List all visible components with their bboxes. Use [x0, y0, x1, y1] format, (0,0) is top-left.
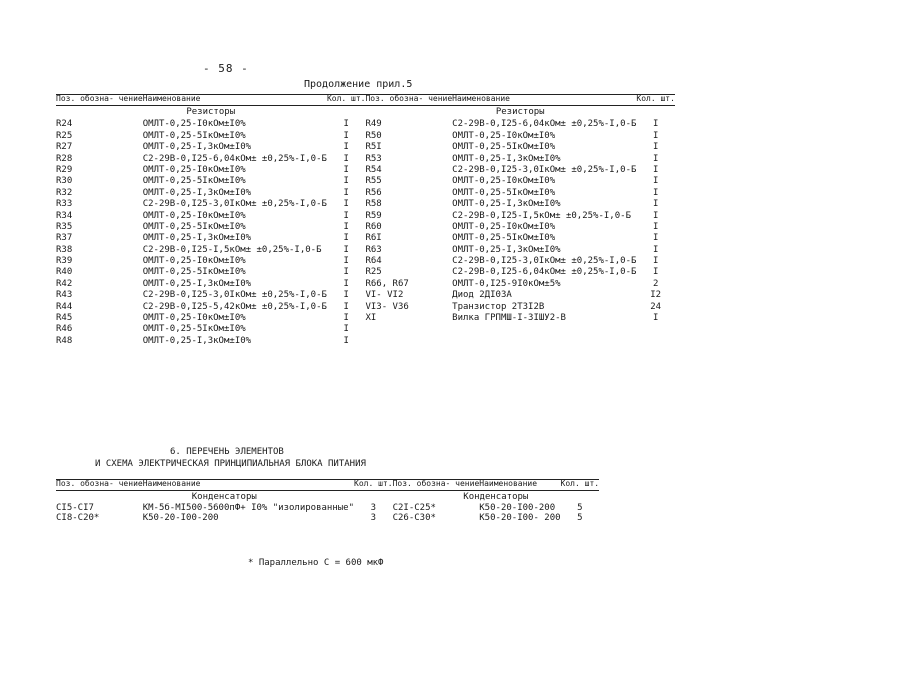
cell-pos: R42	[56, 278, 73, 289]
cell-name-right: ОМЛТ-0,25-I0кОм±I0%	[452, 176, 556, 187]
section6-title-line1: 6. ПЕРЕЧЕНЬ ЭЛЕМЕНТОВ	[170, 447, 284, 457]
resistor-table-body	[56, 106, 675, 346]
cell-name-right: ОМЛТ-0,I25-9I0кОм±5%	[452, 278, 561, 289]
cell-pos: R48	[56, 335, 73, 346]
cell-qty: I	[343, 324, 349, 335]
cell-qty: I	[343, 130, 349, 141]
cell-name: КМ-5б-МI500-5600пФ+ I0% "изолированные"	[142, 503, 355, 513]
cell-name: ОМЛТ-0,25-I0кОм±I0%	[142, 210, 246, 221]
cell-name-right: ОМЛТ-0,25-5IкОм±I0%	[452, 233, 556, 244]
cell-qty-right: I	[652, 233, 659, 244]
capacitor-table-body	[56, 491, 599, 524]
section-label-right: Резисторы	[495, 107, 545, 117]
cell-qty: I	[343, 176, 349, 187]
cell-pos-right: R50	[365, 130, 382, 141]
cell-pos: R24	[56, 119, 73, 130]
table-row	[56, 255, 675, 266]
cell-pos-right: R59	[365, 210, 382, 221]
cell-pos: R40	[56, 267, 73, 278]
table-row	[56, 152, 675, 163]
table-row	[56, 221, 675, 232]
cell-qty-right: 5	[577, 503, 583, 513]
cell-qty-right: I	[652, 244, 659, 255]
cell-pos: R25	[56, 130, 73, 141]
cell-name-right: С2-29В-0,I25-3,0IкОм± ±0,25%-I,0-Б	[452, 164, 637, 175]
cell-qty-right: I	[652, 187, 659, 198]
table-row	[56, 209, 675, 220]
cell-pos-right: R58	[365, 199, 382, 210]
cell-qty: I	[343, 335, 349, 346]
cell-qty-right: I	[652, 199, 659, 210]
cell-qty: I	[343, 244, 349, 255]
cell-qty: 3	[370, 503, 376, 513]
cell-pos-right: R64	[365, 256, 382, 267]
cell-pos-right: R55	[365, 176, 382, 187]
cell-name: ОМЛТ-0,25-I,3кОм±I0%	[142, 187, 252, 198]
col-pos-header-right: Поз. обозна- чение	[393, 480, 480, 491]
cell-qty-right: I	[652, 130, 659, 141]
table-row	[56, 503, 599, 513]
cell-name-right: С2-29В-0,I25-6,04кОм± ±0,25%-I,0-Б	[452, 267, 637, 278]
empty-cell	[452, 334, 636, 345]
cell-qty-right: I	[652, 267, 659, 278]
cell-qty: I	[343, 278, 349, 289]
cell-qty-right: I	[652, 256, 659, 267]
cell-pos-right: R54	[365, 164, 382, 175]
cell-pos: R28	[56, 153, 73, 164]
cell-qty: I	[343, 256, 349, 267]
cell-qty-right: I	[652, 221, 659, 232]
cell-pos: R32	[56, 187, 73, 198]
cell-pos-right: R25	[365, 267, 382, 278]
cell-pos-right: R63	[365, 244, 382, 255]
cell-qty: I	[343, 187, 349, 198]
col-qty-header: Кол. шт.	[354, 480, 393, 491]
cell-name: С2-29В-0,I25-6,04кОм± ±0,25%-I,0-Б	[142, 153, 327, 164]
cell-pos: R43	[56, 290, 73, 301]
cell-name-right: Вилка ГРПМШ-I-3IШУ2-В	[452, 313, 566, 324]
cell-name: ОМЛТ-0,25-5IкОм±I0%	[142, 176, 246, 187]
capacitor-table	[56, 479, 599, 523]
empty-cell	[636, 334, 675, 345]
table-row	[56, 312, 675, 323]
col-qty-header-right: Кол. шт.	[636, 95, 675, 106]
cell-pos: R29	[56, 164, 73, 175]
col-name-header-right: Наименование	[452, 95, 636, 106]
col-name-header: Наименование	[143, 480, 354, 491]
table-row	[56, 289, 675, 300]
cell-name: ОМЛТ-0,25-I,3кОм±I0%	[142, 233, 252, 244]
cell-pos: R46	[56, 324, 73, 335]
empty-cell	[636, 323, 675, 334]
cell-qty: 3	[370, 513, 376, 523]
cell-qty-right: 2	[652, 278, 659, 289]
col-pos-header: Поз. обозна- чение	[56, 480, 143, 491]
empty-cell	[452, 323, 636, 334]
cell-name: ОМЛТ-0,25-5IкОм±I0%	[142, 221, 246, 232]
cell-qty-right: I	[652, 142, 659, 153]
cell-qty-right: I	[652, 176, 659, 187]
cell-pos-right: VI3- V36	[365, 301, 409, 312]
section6-title-line2: И СХЕМА ЭЛЕКТРИЧЕСКАЯ ПРИНЦИПИАЛЬНАЯ БЛОКА ПИТАНИЯ	[95, 459, 366, 469]
cell-name: ОМЛТ-0,25-I0кОм±I0%	[142, 119, 246, 130]
cell-pos-right: R5I	[365, 142, 382, 153]
table-row	[56, 175, 675, 186]
col-qty-header-right: Кол. шт.	[561, 480, 600, 491]
cell-pos: R37	[56, 233, 73, 244]
cell-qty-right: I2	[650, 290, 662, 301]
cell-name-right: ОМЛТ-0,25-I0кОм±I0%	[452, 130, 556, 141]
cell-qty: I	[343, 153, 349, 164]
cell-pos: R38	[56, 244, 73, 255]
col-pos-header: Поз. обозна- чение	[56, 95, 143, 106]
cell-pos-right: R6I	[365, 233, 382, 244]
cell-name: С2-29В-0,I25-3,0IкОм± ±0,25%-I,0-Б	[142, 290, 327, 301]
cell-name-right: ОМЛТ-0,25-I,3кОм±I0%	[452, 153, 561, 164]
cell-pos-right: VI- VI2	[365, 290, 404, 301]
cell-pos-right: R53	[365, 153, 382, 164]
cell-pos-right: C2I-C25*	[392, 503, 436, 513]
table-row	[56, 118, 675, 129]
cell-qty-right: 24	[650, 301, 662, 312]
cell-pos-right: R60	[365, 221, 382, 232]
cell-pos: R34	[56, 210, 73, 221]
cell-pos: CI5-CI7	[56, 503, 94, 513]
section-label-right: Конденсаторы	[463, 492, 529, 502]
cell-qty: I	[343, 221, 349, 232]
cell-name-right: К50-20-I00- 200	[479, 513, 561, 523]
cell-qty: I	[343, 233, 349, 244]
cell-name-right: ОМЛТ-0,25-5IкОм±I0%	[452, 142, 556, 153]
cell-pos-right: R49	[365, 119, 382, 130]
cell-name-right: К50-20-I00-200	[479, 503, 556, 513]
table-row	[56, 129, 675, 140]
cell-qty: I	[343, 290, 349, 301]
section-label-left: Резисторы	[186, 107, 236, 117]
cell-name: ОМЛТ-0,25-5IкОм±I0%	[142, 130, 246, 141]
cell-qty: I	[343, 301, 349, 312]
col-qty-header: Кол. шт.	[327, 95, 366, 106]
table-row	[56, 323, 675, 334]
footnote: * Параллельно С = 600 мкФ	[248, 558, 384, 568]
table-row	[56, 513, 599, 523]
cell-name: ОМЛТ-0,25-I0кОм±I0%	[142, 164, 246, 175]
cell-qty: I	[343, 210, 349, 221]
cell-pos: R44	[56, 301, 73, 312]
cell-qty-right: I	[652, 153, 659, 164]
cell-qty-right: 5	[577, 513, 583, 523]
table-row	[56, 198, 675, 209]
table-row	[56, 266, 675, 277]
cell-qty: I	[343, 164, 349, 175]
col-name-header: Наименование	[143, 95, 327, 106]
table-row	[56, 232, 675, 243]
cell-pos-right: XI	[365, 313, 377, 324]
table-row	[56, 334, 675, 345]
cell-pos-right: C26-C30*	[392, 513, 436, 523]
cell-name: ОМЛТ-0,25-5IкОм±I0%	[142, 267, 246, 278]
table-row	[56, 141, 675, 152]
col-name-header-right: Наименование	[479, 480, 560, 491]
page-number: - 58 -	[203, 62, 249, 75]
cell-name-right: ОМЛТ-0,25-I,3кОм±I0%	[452, 244, 561, 255]
table-row	[56, 164, 675, 175]
cell-qty-right: I	[652, 313, 659, 324]
cell-qty: I	[343, 267, 349, 278]
cell-name: С2-29В-0,I25-5,42кОм± ±0,25%-I,0-Б	[142, 301, 327, 312]
cell-name: К50-20-I00-200	[142, 513, 219, 523]
cell-qty: I	[343, 199, 349, 210]
cell-qty: I	[343, 119, 349, 130]
cell-pos: R45	[56, 313, 73, 324]
cell-name-right: С2-29В-0,I25-6,04кОм± ±0,25%-I,0-Б	[452, 119, 637, 130]
table-row	[56, 300, 675, 311]
cell-name-right: Диод 2ДI03А	[452, 290, 512, 301]
resistor-table	[56, 94, 675, 346]
cell-name-right: ОМЛТ-0,25-5IкОм±I0%	[452, 187, 556, 198]
cell-qty: I	[343, 313, 349, 324]
cell-pos-right: R56	[365, 187, 382, 198]
cell-name-right: С2-29В-0,I25-I,5кОм± ±0,25%-I,0-Б	[452, 210, 631, 221]
cell-name: С2-29В-0,I25-3,0IкОм± ±0,25%-I,0-Б	[142, 199, 327, 210]
cell-name: ОМЛТ-0,25-I0кОм±I0%	[142, 313, 246, 324]
cell-pos: R39	[56, 256, 73, 267]
cell-name: С2-29В-0,I25-I,5кОм± ±0,25%-I,0-Б	[142, 244, 322, 255]
table-row	[56, 186, 675, 197]
cell-qty: I	[343, 142, 349, 153]
cell-pos: R35	[56, 221, 73, 232]
cell-pos: R30	[56, 176, 73, 187]
cell-qty-right: I	[652, 210, 659, 221]
cell-qty-right: I	[652, 164, 659, 175]
cell-pos: CI8-C20*	[56, 513, 100, 523]
cell-name: ОМЛТ-0,25-I,3кОм±I0%	[142, 335, 252, 346]
cell-name-right: Транзистор 2Т3I2В	[452, 301, 545, 312]
cell-name-right: ОМЛТ-0,25-I,3кОм±I0%	[452, 199, 561, 210]
cell-pos: R27	[56, 142, 73, 153]
empty-cell	[365, 334, 452, 345]
col-pos-header-right: Поз. обозна- чение	[365, 95, 452, 106]
cell-pos: R33	[56, 199, 73, 210]
continuation-label: Продолжение прил.5	[304, 79, 413, 90]
empty-cell	[365, 323, 452, 334]
cell-name: ОМЛТ-0,25-5IкОм±I0%	[142, 324, 246, 335]
section-label-left: Конденсаторы	[191, 492, 257, 502]
table-row	[56, 243, 675, 254]
cell-name-right: ОМЛТ-0,25-I0кОм±I0%	[452, 221, 556, 232]
cell-name: ОМЛТ-0,25-I,3кОм±I0%	[142, 142, 252, 153]
cell-name-right: С2-29В-0,I25-3,0IкОм± ±0,25%-I,0-Б	[452, 256, 637, 267]
cell-qty-right: I	[652, 119, 659, 130]
cell-pos-right: R66, R67	[365, 278, 409, 289]
cell-name: ОМЛТ-0,25-I,3кОм±I0%	[142, 278, 252, 289]
cell-name: ОМЛТ-0,25-I0кОм±I0%	[142, 256, 246, 267]
table-row	[56, 277, 675, 288]
